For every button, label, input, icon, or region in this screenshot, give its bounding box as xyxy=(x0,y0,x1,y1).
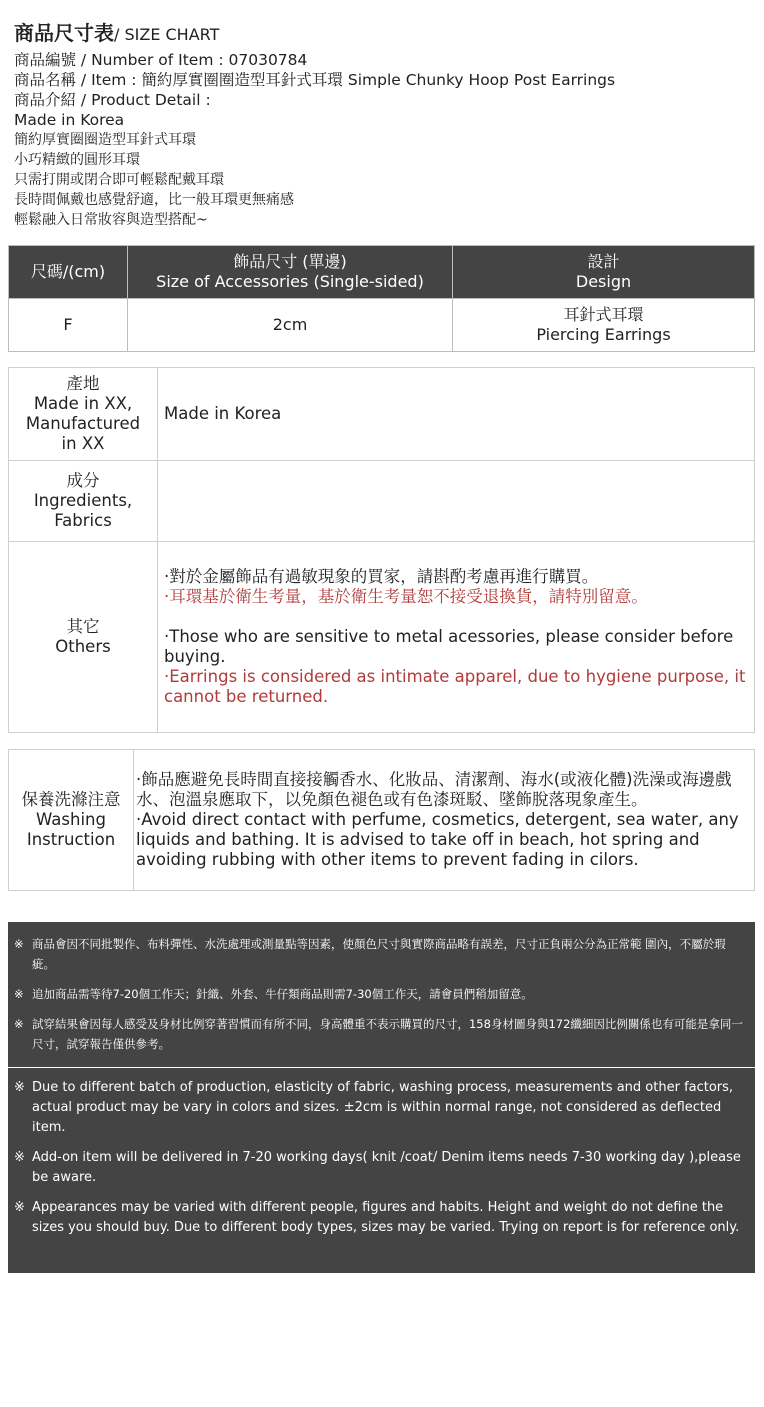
title-en: / SIZE CHART xyxy=(114,25,220,44)
others-label: 其它 Others xyxy=(9,542,158,733)
detail-table xyxy=(8,367,755,733)
note-cn: ※ 試穿結果會因每人感受及身材比例穿著習慣而有所不同，身高體重不表示購買的尺寸，158身材圖身與172纖細因比例關係也有可能是拿同一尺寸，試穿報告僅供參考。 xyxy=(14,1017,743,1051)
size-table xyxy=(8,245,755,352)
origin-value: Made in Korea xyxy=(158,368,755,461)
others-en-2: ·Earrings is considered as intimate apparel, due to hygiene purpose, it cannot be returned. xyxy=(164,667,746,706)
title-cn: 商品尺寸表 xyxy=(14,21,114,45)
others-value xyxy=(158,542,755,733)
col-accessory-size: 飾品尺寸 (單邊) Size of Accessories (Single-sided) xyxy=(128,246,453,299)
origin-label: 產地 Made in XX, Manufactured in XX xyxy=(9,368,158,461)
others-row xyxy=(9,542,755,733)
ingredients-value xyxy=(158,461,755,542)
item-number: 商品編號 / Number of Item : 07030784 xyxy=(14,51,308,69)
description-line: 小巧精緻的圓形耳環 xyxy=(14,152,140,168)
size-table-header-row xyxy=(9,246,755,299)
made-in: Made in Korea xyxy=(14,111,125,129)
note-en: ※ Add-on item will be delivered in 7-20 working days( knit /coat/ Denim items needs 7-30 working day ),please be aware. xyxy=(14,1150,741,1185)
cell-size: F xyxy=(9,299,128,352)
notes-en-panel xyxy=(8,1068,755,1273)
item-name: 商品名稱 / Item : 簡約厚實圈圈造型耳針式耳環 Simple Chunky Hoop Post Earrings xyxy=(14,71,616,89)
description-line: 長時間佩戴也感覺舒適，比一般耳環更無痛感 xyxy=(14,192,294,208)
cell-design: 耳針式耳環 Piercing Earrings xyxy=(453,299,755,352)
description-line: 輕鬆融入日常妝容與造型搭配~ xyxy=(14,212,208,228)
note-cn: ※ 追加商品需等待7-20個工作天；針織、外套、牛仔類商品則需7-30個工作天，請會員們稍加留意。 xyxy=(14,987,533,1001)
note-en: ※ Appearances may be varied with different people, figures and habits. Height and weight do not define the sizes you should buy. Due to different body types, sizes may be varied. Trying on report is for reference only. xyxy=(14,1200,740,1235)
washing-en: ·Avoid direct contact with perfume, cosmetics, detergent, sea water, any liquids and bathing. It is advised to take off in beach, hot spring and avoiding rubbing with other items to prevent fading in cilors. xyxy=(136,810,739,869)
item-detail-label: 商品介紹 / Product Detail : xyxy=(14,91,211,109)
ingredients-row xyxy=(9,461,755,542)
page-title xyxy=(14,20,750,48)
description-line: 只需打開或閉合即可輕鬆配戴耳環 xyxy=(14,172,224,188)
washing-row xyxy=(9,750,755,891)
cell-value: 2cm xyxy=(128,299,453,352)
description-line: 簡約厚實圈圈造型耳針式耳環 xyxy=(14,132,196,148)
origin-row xyxy=(9,368,755,461)
washing-value xyxy=(134,750,755,891)
col-design: 設計 Design xyxy=(453,246,755,299)
others-cn-2: ·耳環基於衛生考量，基於衛生考量恕不接受退換貨，請特別留意。 xyxy=(164,587,648,606)
others-cn-1: ·對於金屬飾品有過敏現象的買家，請斟酌考慮再進行購買。 xyxy=(164,567,599,586)
page-header xyxy=(0,0,764,230)
washing-cn: ·飾品應避免長時間直接接觸香水、化妝品、清潔劑、海水(或液化體)洗澡或海邊戲水、泡溫泉應取下，以免顏色褪色或有色漆斑駁、墜飾脫落現象產生。 xyxy=(136,770,732,809)
washing-table xyxy=(8,749,755,891)
ingredients-label: 成分 Ingredients, Fabrics xyxy=(9,461,158,542)
washing-label: 保養洗滌注意 Washing Instruction xyxy=(9,750,134,891)
notes-cn-panel xyxy=(8,922,755,1067)
note-cn: ※ 商品會因不同批製作、布料彈性、水洗處理或測量點等因素，使顏色尺寸與實際商品略有誤差，尺寸正負兩公分為正常範 圍內，不屬於瑕疵。 xyxy=(14,937,726,971)
col-size: 尺碼/(cm) xyxy=(9,246,128,299)
others-en-1: ·Those who are sensitive to metal acessories, please consider before buying. xyxy=(164,627,734,666)
note-en: ※ Due to different batch of production, elasticity of fabric, washing process, measurements and other factors, actual product may be vary in colors and sizes. ±2cm is within normal range, not considered as deflected item. xyxy=(14,1080,734,1135)
size-table-row xyxy=(9,299,755,352)
